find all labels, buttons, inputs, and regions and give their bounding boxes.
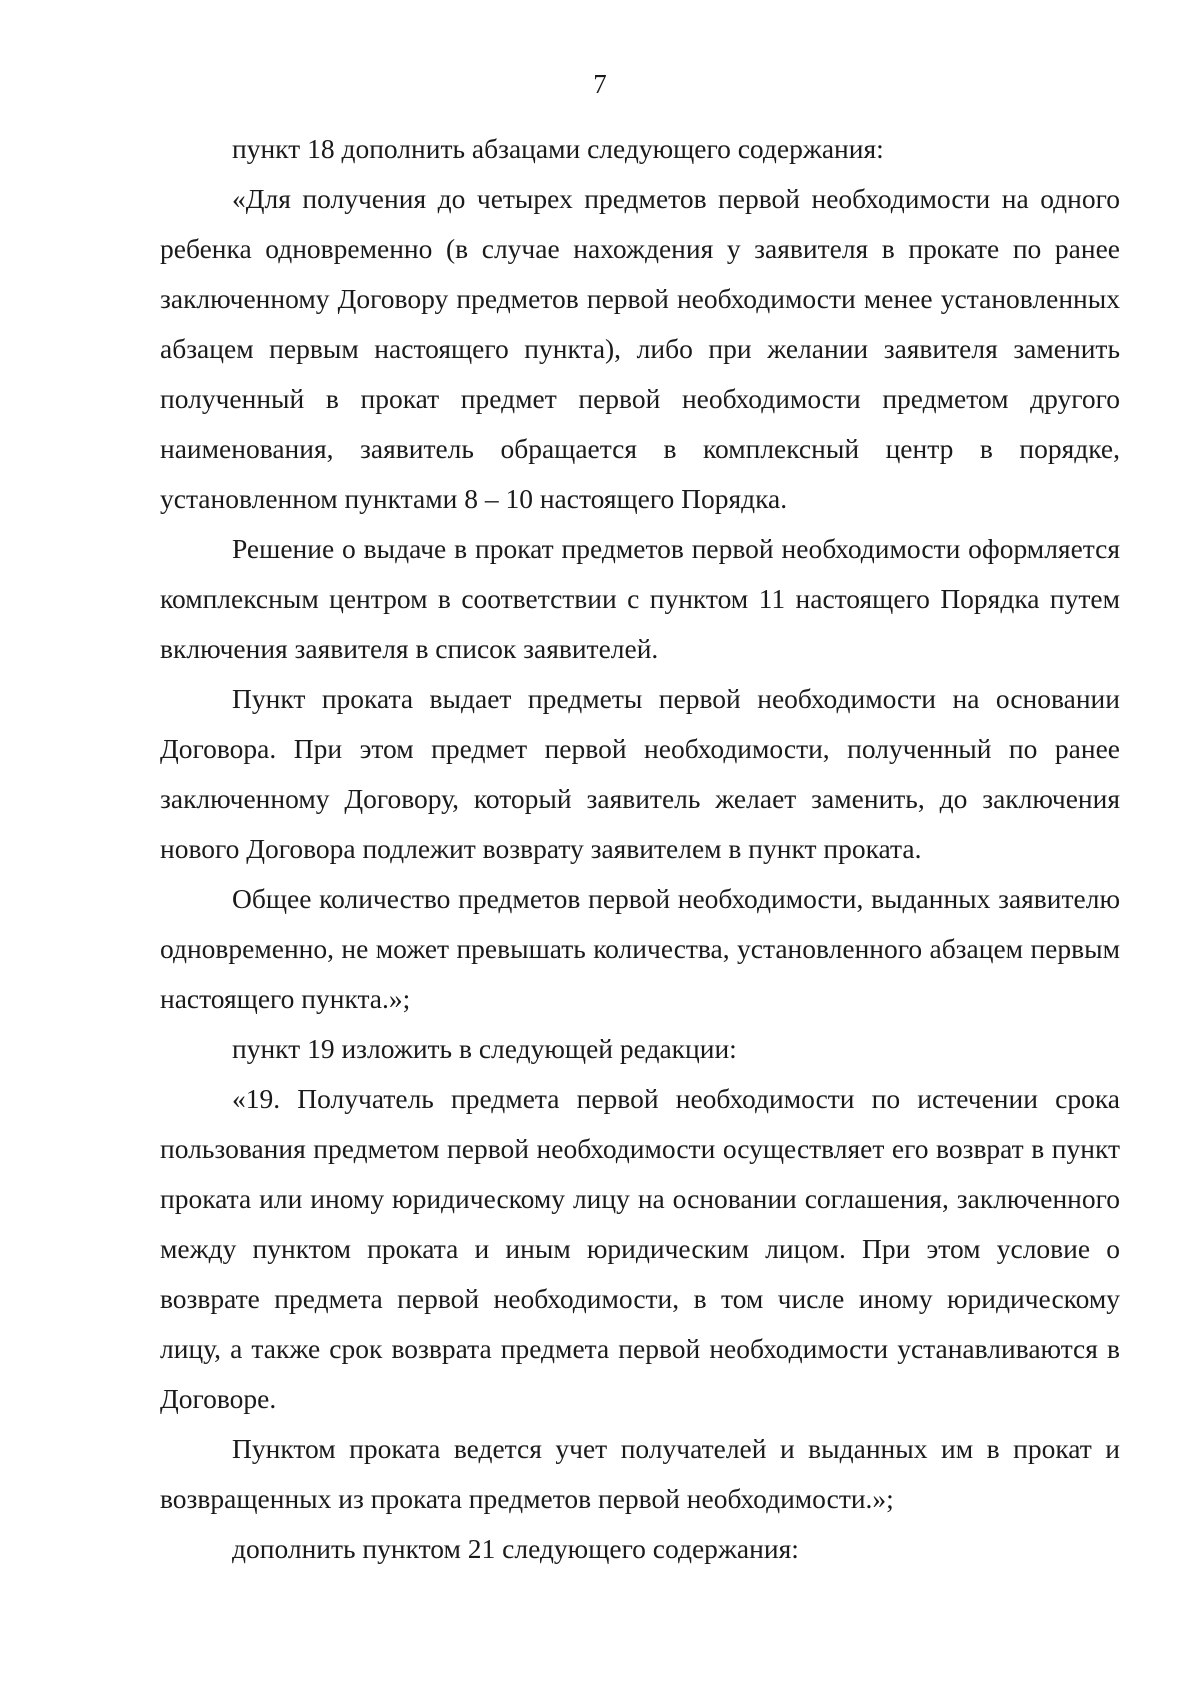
paragraph-total-quantity: Общее количество предметов первой необходимости, выданных заявителю одновременно, не может превышать количества, установленного абзацем первым настоящего пункта.»; (160, 883, 1120, 1014)
document-body (160, 124, 1120, 1574)
paragraph-amend-item-19: пункт 19 изложить в следующей редакции: (232, 1033, 737, 1064)
paragraph-amend-item-18: пункт 18 дополнить абзацами следующего содержания: (232, 133, 884, 164)
paragraph-item-19-text: «19. Получатель предмета первой необходимости по истечении срока пользования предметом первой необходимости осуществляет его возврат в пункт проката или иному юридическому лицу на основании соглашения, заключенного между пунктом проката и иным юридическим лицом. При этом условие о возврате предмета первой необходимости, в том числе иному юридическому лицу, а также срок возврата предмета первой необходимости устанавливаются в Договоре. (160, 1083, 1120, 1414)
paragraph-add-item-21: дополнить пунктом 21 следующего содержания: (232, 1533, 799, 1564)
paragraph-decision: Решение о выдаче в прокат предметов первой необходимости оформляется комплексным центром в соответствии с пунктом 11 настоящего Порядка путем включения заявителя в список заявителей. (160, 533, 1120, 664)
paragraph-recipient-accounting: Пунктом проката ведется учет получателей и выданных им в прокат и возвращенных из проката предметов первой необходимости.»; (160, 1433, 1120, 1514)
page-number: 7 (593, 69, 607, 99)
paragraph-receipt-conditions: «Для получения до четырех предметов первой необходимости на одного ребенка одновременно (в случае нахождения у заявителя в прокате по ранее заключенному Договору предметов первой необходимости менее установленных абзацем первым настоящего пункта), либо при желании заявителя заменить полученный в прокат предмет первой необходимости предметом другого наименования, заявитель обращается в комплексный центр в порядке, установленном пунктами 8 – 10 настоящего Порядка. (160, 183, 1120, 514)
paragraph-issue-by-contract: Пункт проката выдает предметы первой необходимости на основании Договора. При этом предмет первой необходимости, полученный по ранее заключенному Договору, который заявитель желает заменить, до заключения нового Договора подлежит возврату заявителем в пункт проката. (160, 683, 1120, 864)
